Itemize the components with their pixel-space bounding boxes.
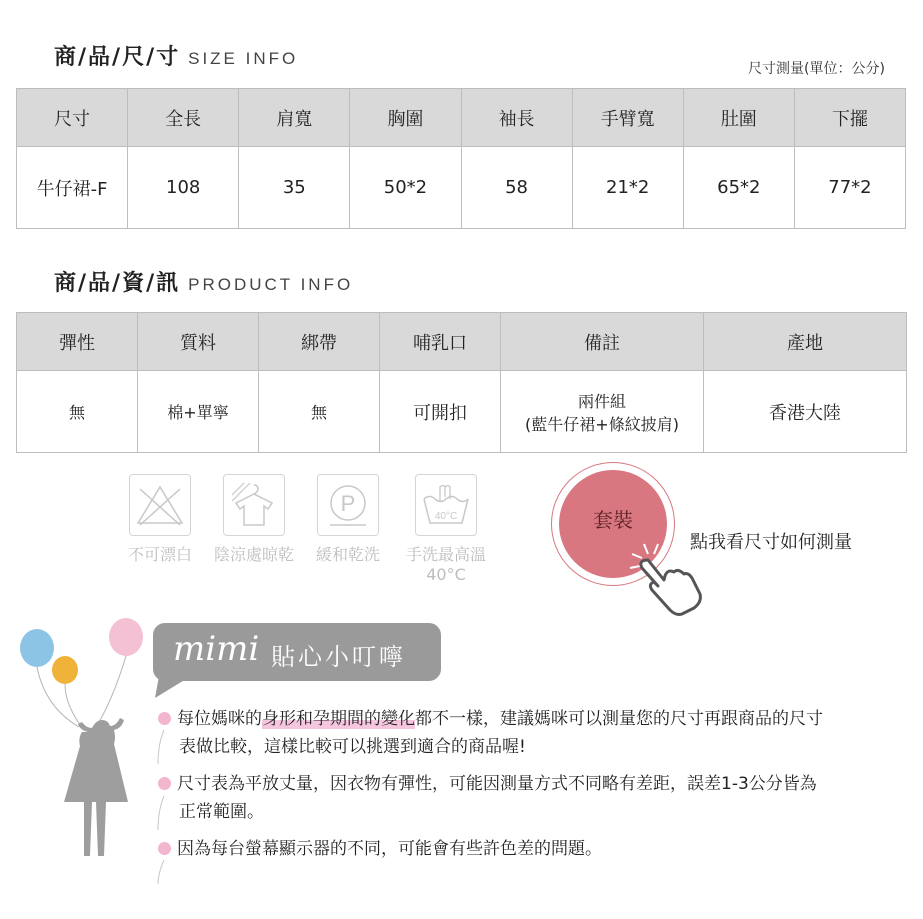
measure-badge-label: 套裝 [593, 508, 633, 532]
size-info-subtitle: SIZE INFO [188, 49, 299, 68]
tips-brand: mimi [173, 629, 260, 669]
material-cell: 棉+單寧 [138, 371, 259, 453]
tip-text: 尺寸表為平放丈量，因衣物有彈性，可能因測量方式不同略有差距，誤差1-3公分皆為 [177, 774, 817, 794]
care-shade-dry [206, 474, 302, 565]
nursing-cell: 可開扣 [380, 371, 501, 453]
strap-cell: 無 [259, 371, 380, 453]
unit-note: 尺寸測量(單位：公分) [748, 61, 885, 77]
care-label: 陰涼處晾乾 [213, 545, 294, 564]
care-label: 手洗最高溫 [405, 545, 486, 564]
size-header-cell: 肩寬 [239, 89, 350, 147]
no-bleach-icon [129, 474, 191, 536]
size-header-cell: 胸圍 [350, 89, 461, 147]
tip-highlight: 身形和孕期間的變化 [262, 709, 415, 729]
product-header-cell: 備註 [501, 313, 704, 371]
size-header-cell: 手臂寬 [572, 89, 683, 147]
tip-text: 因為每台螢幕顯示器的不同，可能會有些許色差的問題。 [177, 839, 602, 859]
product-info-subtitle: PRODUCT INFO [188, 275, 354, 294]
size-cell: 牛仔裙-F [17, 147, 128, 229]
tips-title: 貼心小叮嚀 [271, 643, 406, 671]
care-icon-letter: P [340, 491, 356, 516]
note-line-2: (藍牛仔裙+條紋披肩) [525, 414, 679, 434]
product-header-cell: 哺乳口 [380, 313, 501, 371]
size-cell: 58 [461, 147, 572, 229]
shade-dry-icon [223, 474, 285, 536]
balloons-girl-illustration [14, 612, 164, 876]
care-no-bleach [118, 474, 202, 565]
product-header-cell: 產地 [704, 313, 907, 371]
tip-text-line2: 正常範圍。 [179, 802, 264, 822]
size-header-cell: 下擺 [794, 89, 905, 147]
care-hand-wash [398, 474, 494, 584]
tip-item-3 [158, 835, 602, 863]
care-label: 不可漂白 [127, 545, 192, 564]
product-table-header-row [17, 313, 907, 371]
care-icon-text: 40°C [434, 511, 458, 522]
hand-wash-40-icon [415, 474, 477, 536]
product-header-cell: 彈性 [17, 313, 138, 371]
size-info-heading [54, 40, 298, 71]
product-table-row [17, 371, 907, 453]
note-line-1: 兩件組 [577, 391, 626, 411]
size-cell: 21*2 [572, 147, 683, 229]
size-info-title: 商/品/尺/寸 [54, 45, 181, 70]
speech-bubble-tail [155, 676, 195, 704]
product-header-cell: 質料 [138, 313, 259, 371]
size-cell: 35 [239, 147, 350, 229]
size-header-cell: 尺寸 [17, 89, 128, 147]
elasticity-cell: 無 [17, 371, 138, 453]
product-info-title: 商/品/資/訊 [54, 271, 181, 296]
size-table-row [17, 147, 906, 229]
tips-speech-bubble [153, 623, 441, 681]
gentle-dry-clean-icon [317, 474, 379, 536]
measure-link[interactable]: 點我看尺寸如何測量 [690, 532, 852, 553]
tip-text: 都不一樣，建議媽咪可以測量您的尺寸再跟商品的尺寸 [415, 709, 823, 729]
size-cell: 65*2 [683, 147, 794, 229]
size-table [16, 88, 906, 229]
tip-text-line2: 表做比較，這樣比較可以挑選到適合的商品喔! [179, 737, 526, 757]
product-info-heading [54, 266, 353, 297]
size-cell: 50*2 [350, 147, 461, 229]
care-gentle-dry-clean [308, 474, 388, 565]
size-cell: 77*2 [794, 147, 905, 229]
product-header-cell: 綁帶 [259, 313, 380, 371]
tip-item-1 [158, 705, 823, 761]
size-header-cell: 肚圍 [683, 89, 794, 147]
size-header-cell: 全長 [128, 89, 239, 147]
size-table-header-row [17, 89, 906, 147]
size-header-cell: 袖長 [461, 89, 572, 147]
tip-item-2 [158, 770, 817, 826]
tip-text: 每位媽咪的 [177, 709, 262, 729]
size-cell: 108 [128, 147, 239, 229]
care-label: 緩和乾洗 [315, 545, 380, 564]
origin-cell: 香港大陸 [704, 371, 907, 453]
care-sub-label: 40°C [426, 565, 466, 584]
note-cell [501, 371, 704, 453]
product-table [16, 312, 907, 453]
tip-decoration-lines [152, 716, 168, 890]
